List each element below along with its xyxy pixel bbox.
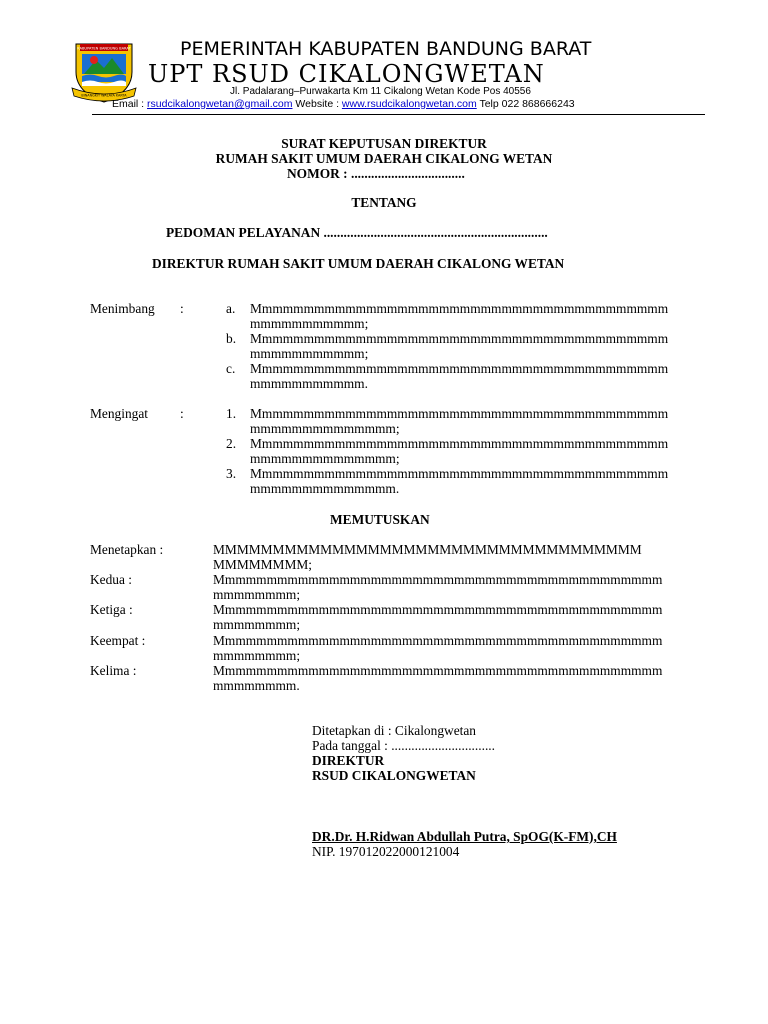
issued-place: Ditetapkan di : Cikalongwetan — [312, 723, 476, 738]
signatory-name: DR.Dr. H.Ridwan Abdullah Putra, SpOG(K-FM),CH — [312, 829, 617, 844]
list-item-cont: mmmmmmmmmmm. — [250, 376, 368, 391]
list-item: Mmmmmmmmmmmmmmmmmmmmmmmmmmmmmmmmmmmmmmmm — [250, 361, 669, 376]
list-marker: 1. — [226, 406, 237, 421]
signatory-institution: RSUD CIKALONGWETAN — [312, 768, 476, 783]
menimbang-label: Menimbang — [90, 301, 155, 316]
tentang-heading: TENTANG — [351, 195, 417, 210]
contact-line — [112, 98, 575, 110]
list-marker: c. — [226, 361, 236, 376]
list-item-cont: mmmmmmmmmmm; — [250, 346, 369, 361]
email-label: Email : — [112, 98, 148, 110]
mengingat-label: Mengingat — [90, 406, 149, 421]
regency-name: PEMERINTAH KABUPATEN BANDUNG BARAT — [180, 38, 592, 60]
website-label: Website : — [292, 98, 342, 110]
list-marker: a. — [226, 301, 236, 316]
list-item: Mmmmmmmmmmmmmmmmmmmmmmmmmmmmmmmmmmmmmmmm — [250, 466, 669, 481]
decision-text-cont: MMMMMMMM; — [213, 557, 312, 572]
list-item: Mmmmmmmmmmmmmmmmmmmmmmmmmmmmmmmmmmmmmmmm — [250, 406, 669, 421]
list-marker: 2. — [226, 436, 237, 451]
list-marker: 3. — [226, 466, 237, 481]
decision-text: Mmmmmmmmmmmmmmmmmmmmmmmmmmmmmmmmmmmmmmmmmmm — [213, 572, 663, 587]
pedoman-subject: PEDOMAN PELAYANAN ................................................................... — [166, 225, 548, 240]
list-item-cont: mmmmmmmmmmm; — [250, 316, 369, 331]
decision-text-cont: mmmmmmmm. — [213, 678, 300, 693]
email-link[interactable]: rsudcikalongwetan@gmail.com — [147, 98, 293, 110]
website-link[interactable]: www.rsudcikalongwetan.com — [341, 98, 477, 110]
regency-logo — [70, 38, 138, 106]
decision-label: Menetapkan : — [90, 542, 164, 557]
mengingat-colon: : — [180, 406, 184, 421]
logo-text-top: KABUPATEN BANDUNG BARAT — [77, 46, 131, 51]
list-marker: b. — [226, 331, 237, 346]
decision-text: Mmmmmmmmmmmmmmmmmmmmmmmmmmmmmmmmmmmmmmmmmmm — [213, 663, 663, 678]
decision-text: Mmmmmmmmmmmmmmmmmmmmmmmmmmmmmmmmmmmmmmmmmmm — [213, 602, 663, 617]
decision-text-cont: mmmmmmmm; — [213, 648, 301, 663]
issued-date: Pada tanggal : ............................... — [312, 738, 495, 753]
memutuskan-heading: MEMUTUSKAN — [330, 512, 430, 527]
decision-label: Ketiga : — [90, 602, 133, 617]
signatory-title: DIREKTUR — [312, 753, 385, 768]
director-heading: DIREKTUR RUMAH SAKIT UMUM DAERAH CIKALONG WETAN — [152, 256, 565, 271]
decision-text-cont: mmmmmmmm; — [213, 587, 301, 602]
decision-text: Mmmmmmmmmmmmmmmmmmmmmmmmmmmmmmmmmmmmmmmmmmm — [213, 633, 663, 648]
hospital-name: UPT RSUD CIKALONGWETAN — [148, 60, 545, 88]
hospital-address: Jl. Padalarang–Purwakarta Km 11 Cikalong Wetan Kode Pos 40556 — [230, 86, 531, 97]
decision-label: Kedua : — [90, 572, 133, 587]
letterhead-divider — [92, 114, 705, 115]
logo-text-bottom: BINANGKIT WALAYA KARTA — [81, 93, 127, 98]
decision-text: MMMMMMMMMMMMMMMMMMMMMMMMMMMMMMMMMMMM — [213, 542, 642, 557]
list-item: Mmmmmmmmmmmmmmmmmmmmmmmmmmmmmmmmmmmmmmmm — [250, 436, 669, 451]
decree-number: NOMOR : .................................. — [287, 166, 465, 181]
list-item: Mmmmmmmmmmmmmmmmmmmmmmmmmmmmmmmmmmmmmmmm — [250, 301, 669, 316]
phone-number: Telp 022 868666243 — [476, 98, 575, 110]
decision-label: Keempat : — [90, 633, 146, 648]
list-item: Mmmmmmmmmmmmmmmmmmmmmmmmmmmmmmmmmmmmmmmm — [250, 331, 669, 346]
decree-title: SURAT KEPUTUSAN DIREKTUR — [281, 136, 487, 151]
decision-text-cont: mmmmmmmm; — [213, 617, 301, 632]
list-item-cont: mmmmmmmmmmmmmm. — [250, 481, 400, 496]
decision-label: Kelima : — [90, 663, 137, 678]
list-item-cont: mmmmmmmmmmmmmm; — [250, 451, 400, 466]
signatory-nip: NIP. 197012022000121004 — [312, 844, 460, 859]
menimbang-colon: : — [180, 301, 184, 316]
institution-name: RUMAH SAKIT UMUM DAERAH CIKALONG WETAN — [215, 151, 553, 166]
list-item-cont: mmmmmmmmmmmmmm; — [250, 421, 400, 436]
